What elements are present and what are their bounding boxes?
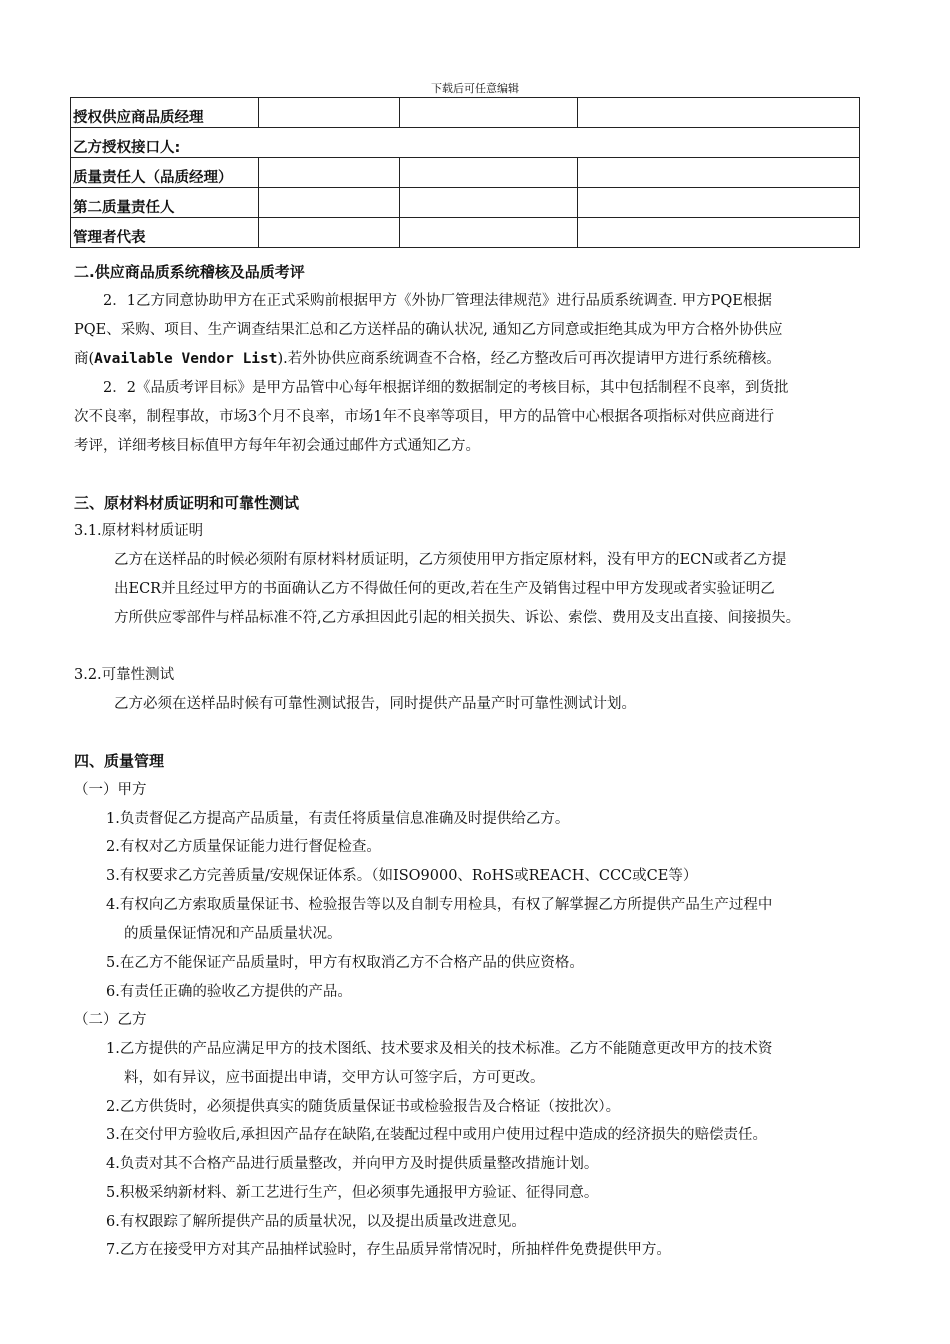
row-label: 管理者代表 <box>71 218 259 248</box>
signature-cell <box>578 188 860 218</box>
signature-cell <box>578 158 860 188</box>
paragraph-line: 2．1乙方同意协助甲方在正式采购前根据甲方《外协厂管理法律规范》进行品质系统调查. 甲方PQE根据 <box>103 293 772 309</box>
list-item: 2.乙方供货时，必须提供真实的随货质量保证书或检验报告及合格证（按批次）。 <box>106 1099 621 1115</box>
list-item: 5.积极采纳新材料、新工艺进行生产，但必须事先通报甲方验证、征得同意。 <box>106 1185 599 1201</box>
signature-cell <box>578 98 860 128</box>
section-4-title: 四、质量管理 <box>74 752 165 770</box>
row-label: 乙方授权接口人: <box>71 128 860 158</box>
paragraph-text: ).若外协供应商系统调查不合格，经乙方整改后可再次提请甲方进行系统稽核。 <box>277 351 781 367</box>
row-label: 第二质量责任人 <box>71 188 259 218</box>
paragraph-line: 方所供应零部件与样品标准不符,乙方承担因此引起的相关损失、诉讼、索偿、费用及支出直接、间接损失。 <box>114 610 801 626</box>
paragraph-line: 考评，详细考核目标值甲方每年年初会通过邮件方式通知乙方。 <box>74 438 480 454</box>
list-item: 2.有权对乙方质量保证能力进行督促检查。 <box>106 839 381 855</box>
signature-cell <box>259 98 400 128</box>
paragraph-line: 乙方必须在送样品时候有可靠性测试报告，同时提供产品量产时可靠性测试计划。 <box>114 696 636 712</box>
table-row <box>71 218 860 248</box>
signature-cell <box>578 218 860 248</box>
signature-cell <box>400 158 578 188</box>
table-row <box>71 188 860 218</box>
table-row <box>71 128 860 158</box>
subsection-title: 3.2.可靠性测试 <box>74 667 175 683</box>
section-2-title: 二.供应商品质系统稽核及品质考评 <box>74 263 305 281</box>
signature-cell <box>400 188 578 218</box>
section-3-title: 三、原材料材质证明和可靠性测试 <box>74 494 300 512</box>
signature-table <box>70 97 860 248</box>
page-header: 下载后可任意编辑 <box>431 82 519 95</box>
paragraph-line: 出ECR并且经过甲方的书面确认乙方不得做任何的更改,若在生产及销售过程中甲方发现或者实验证明乙 <box>114 581 775 597</box>
signature-cell <box>259 188 400 218</box>
table-row <box>71 158 860 188</box>
list-item: 4.有权向乙方索取质量保证书、检验报告等以及自制专用检具，有权了解掌握乙方所提供产品生产过程中 <box>106 897 773 913</box>
list-item: 7.乙方在接受甲方对其产品抽样试验时，存生品质异常情况时，所抽样件免费提供甲方。 <box>106 1242 671 1258</box>
list-item: 6.有权跟踪了解所提供产品的质量状况，以及提出质量改进意见。 <box>106 1214 526 1230</box>
row-label: 授权供应商品质经理 <box>71 98 259 128</box>
signature-cell <box>400 218 578 248</box>
list-item: 1.乙方提供的产品应满足甲方的技术图纸、技术要求及相关的技术标准。乙方不能随意更改甲方的技术资 <box>106 1041 773 1057</box>
list-item-continued: 料，如有异议，应书面提出申请，交甲方认可签字后，方可更改。 <box>124 1070 545 1086</box>
list-item: 6.有责任正确的验收乙方提供的产品。 <box>106 984 352 1000</box>
paragraph-text: 商( <box>74 351 95 367</box>
signature-cell <box>259 158 400 188</box>
signature-cell <box>259 218 400 248</box>
list-item: 1.负责督促乙方提高产品质量，有责任将质量信息准确及时提供给乙方。 <box>106 811 570 827</box>
paragraph-line: 2．2《品质考评目标》是甲方品管中心每年根据详细的数据制定的考核目标，其中包括制程不良率，到货批 <box>103 380 789 396</box>
list-item: 3.在交付甲方验收后,承担因产品存在缺陷,在装配过程中或用户使用过程中造成的经济损失的赔偿责任。 <box>106 1127 768 1143</box>
list-item: 3.有权要求乙方完善质量/安规保证体系。（如ISO9000、RoHS或REACH、CCC或CE等） <box>106 868 698 884</box>
paragraph-line: PQE、采购、项目、生产调查结果汇总和乙方送样品的确认状况, 通知乙方同意或拒绝其成为甲方合格外协供应 <box>74 322 783 338</box>
signature-cell <box>400 98 578 128</box>
row-label: 质量责任人（品质经理） <box>71 158 259 188</box>
paragraph-line <box>74 350 781 368</box>
subsection-title: （一）甲方 <box>74 782 147 798</box>
table-row <box>71 98 860 128</box>
subsection-title: （二）乙方 <box>74 1012 147 1028</box>
paragraph-line: 乙方在送样品的时候必须附有原材料材质证明，乙方须使用甲方指定原材料，没有甲方的ECN或者乙方提 <box>114 552 787 568</box>
paragraph-line: 次不良率，制程事故，市场3个月不良率，市场1年不良率等项目，甲方的品管中心根据各项指标对供应商进行 <box>74 409 774 425</box>
vendor-list-term: Available Vendor List <box>94 351 278 367</box>
list-item: 4.负责对其不合格产品进行质量整改，并向甲方及时提供质量整改措施计划。 <box>106 1156 599 1172</box>
list-item-continued: 的质量保证情况和产品质量状况。 <box>124 926 342 942</box>
list-item: 5.在乙方不能保证产品质量时，甲方有权取消乙方不合格产品的供应资格。 <box>106 955 584 971</box>
subsection-title: 3.1.原材料材质证明 <box>74 523 204 539</box>
